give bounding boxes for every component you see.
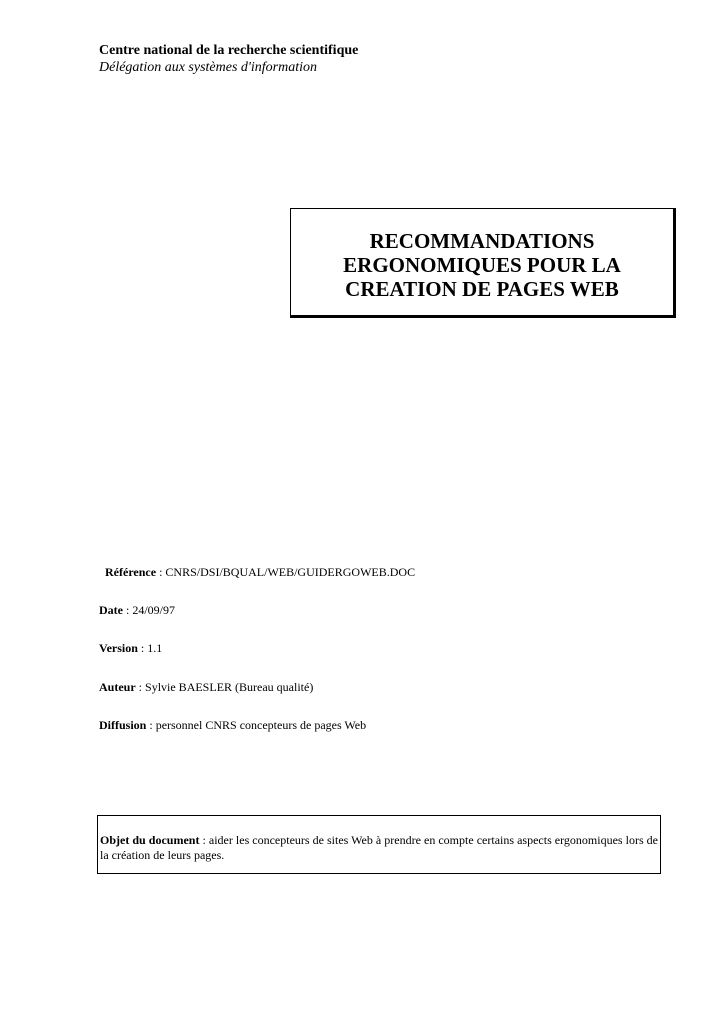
title-line-1: RECOMMANDATIONS bbox=[369, 229, 595, 253]
version-line: Version : 1.1 bbox=[99, 641, 163, 655]
department-name: Délégation aux systèmes d'information bbox=[99, 60, 318, 75]
reference-value: CNRS/DSI/BQUAL/WEB/GUIDERGOWEB.DOC bbox=[165, 565, 416, 579]
reference-line: Référence : CNRS/DSI/BQUAL/WEB/GUIDERGOWEB.DOC bbox=[105, 565, 416, 579]
version-label: Version bbox=[99, 641, 138, 655]
diffusion-line: Diffusion : personnel CNRS concepteurs de pages Web bbox=[99, 718, 367, 732]
version-value: 1.1 bbox=[147, 641, 163, 655]
title-line-3: CREATION DE PAGES WEB bbox=[345, 277, 619, 301]
object-label: Objet du document bbox=[100, 833, 200, 847]
diffusion-label: Diffusion bbox=[99, 718, 147, 732]
reference-label: Référence bbox=[105, 565, 157, 579]
object-paragraph: Objet du document : aider les concepteurs de sites Web à prendre en compte certains aspects ergonomiques lors de la création de leurs pages. bbox=[100, 833, 658, 862]
title-box bbox=[290, 208, 676, 318]
date-line: Date : 24/09/97 bbox=[99, 603, 176, 617]
date-label: Date bbox=[99, 603, 123, 617]
diffusion-value: personnel CNRS concepteurs de pages Web bbox=[155, 718, 367, 732]
document-title bbox=[291, 229, 673, 301]
date-value: 24/09/97 bbox=[132, 603, 176, 617]
object-box bbox=[97, 815, 661, 874]
author-line: Auteur : Sylvie BAESLER (Bureau qualité) bbox=[99, 680, 314, 694]
author-value: Sylvie BAESLER (Bureau qualité) bbox=[145, 680, 314, 694]
object-text: aider les concepteurs de sites Web à prendre en compte certains aspects ergonomiques lors de la création de leurs pages. bbox=[100, 833, 658, 862]
author-label: Auteur bbox=[99, 680, 136, 694]
title-line-2: ERGONOMIQUES POUR LA bbox=[343, 253, 621, 277]
organization-name: Centre national de la recherche scientifique bbox=[99, 43, 359, 58]
